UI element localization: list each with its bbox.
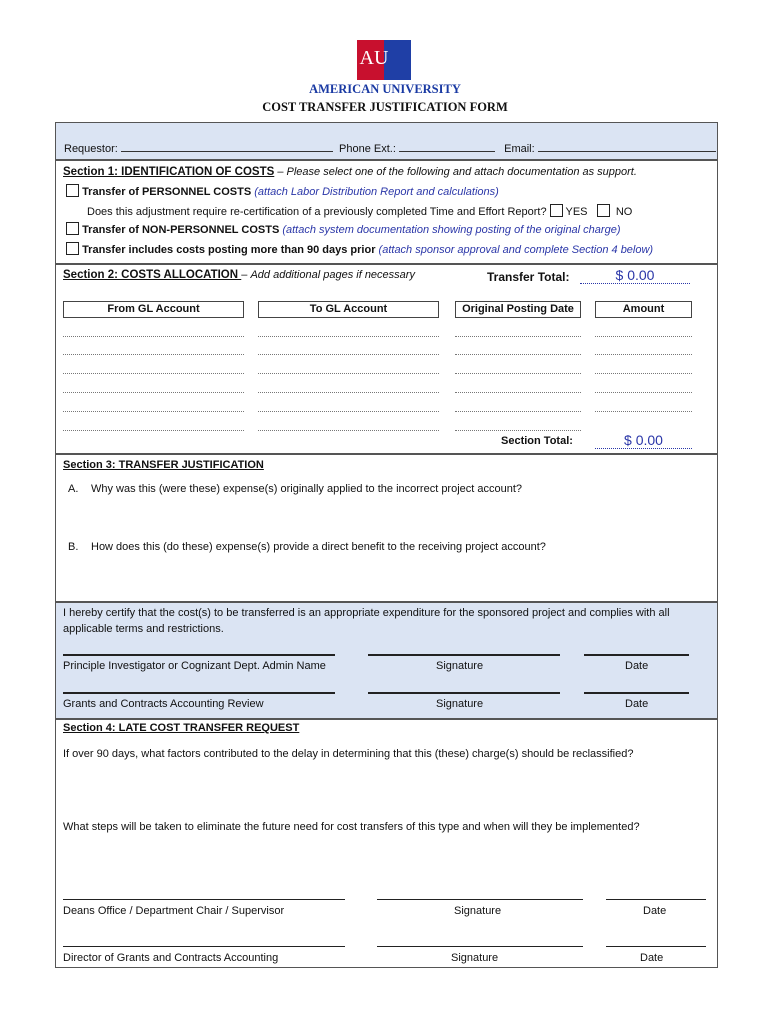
section1-dash: – [274, 166, 287, 178]
section2-title: Section 2: COSTS ALLOCATION [63, 269, 242, 281]
transfer-total-value[interactable]: $ 0.00 [580, 267, 690, 284]
option-nonpersonnel [66, 222, 620, 236]
col-to-gl: To GL Account [258, 301, 439, 318]
form-title: COST TRANSFER JUSTIFICATION FORM [262, 100, 508, 114]
gca-signature-label: Signature [436, 698, 484, 710]
amount-line-5[interactable] [595, 411, 692, 412]
email-label: Email: [504, 143, 535, 155]
pi-date-label: Date [625, 660, 649, 672]
ninety-days-note: (attach sponsor approval and complete Section 4 below) [378, 244, 654, 256]
nonpersonnel-checkbox[interactable] [66, 222, 79, 235]
gca-name-line[interactable] [63, 692, 335, 694]
to-gl-line-6[interactable] [258, 430, 439, 431]
section2-header [63, 269, 415, 281]
recert-question: Does this adjustment require re-certification of a previously completed Time and Effort Report? [87, 206, 547, 218]
amount-line-3[interactable] [595, 373, 692, 374]
logo-letter-a: AU [359, 47, 389, 69]
pi-name-label: Principle Investigator or Cognizant Dept. Admin Name [63, 660, 326, 672]
requestor-field[interactable] [121, 141, 333, 152]
late-question-1: If over 90 days, what factors contributed to the delay in determining that this (these) charge(s) should be reclassified? [63, 748, 634, 760]
director-name-line[interactable] [63, 946, 345, 947]
section2-dash: – [241, 269, 251, 281]
pi-name-line[interactable] [63, 654, 335, 656]
question-b: How does this (do these) expense(s) provide a direct benefit to the receiving project account? [91, 541, 546, 553]
from-gl-line-2[interactable] [63, 354, 244, 355]
section1-title: Section 1: IDENTIFICATION OF COSTS [63, 166, 275, 178]
to-gl-line-5[interactable] [258, 411, 439, 412]
nonpersonnel-note: (attach system documentation showing posting of the original charge) [282, 224, 621, 236]
deans-label: Deans Office / Department Chair / Supervisor [63, 905, 285, 917]
late-question-2: What steps will be taken to eliminate the future need for cost transfers of this type and when will they be implemented? [63, 821, 640, 833]
amount-line-4[interactable] [595, 392, 692, 393]
deans-date-label: Date [643, 905, 667, 917]
email-field[interactable] [538, 141, 716, 152]
phone-label: Phone Ext.: [339, 143, 396, 155]
question-b-letter: B. [68, 541, 79, 553]
no-label: NO [615, 206, 633, 218]
personnel-label: Transfer of PERSONNEL COSTS [82, 186, 252, 198]
date-line-2[interactable] [455, 354, 581, 355]
ninety-days-checkbox[interactable] [66, 242, 79, 255]
requestor-label: Requestor: [64, 143, 118, 155]
section1-instruction: Please select one of the following and attach documentation as support. [286, 166, 637, 178]
director-signature-label: Signature [451, 952, 499, 964]
date-line-5[interactable] [455, 411, 581, 412]
option-90days [66, 242, 653, 256]
director-label: Director of Grants and Contracts Accounting [63, 952, 279, 964]
yes-label: YES [565, 206, 588, 218]
section1-header [63, 166, 637, 178]
date-line-1[interactable] [455, 336, 581, 337]
col-amount: Amount [595, 301, 692, 318]
date-line-4[interactable] [455, 392, 581, 393]
from-gl-line-4[interactable] [63, 392, 244, 393]
late-answer-1-area[interactable] [63, 764, 711, 816]
transfer-total-label: Transfer Total: [487, 270, 570, 284]
yes-checkbox[interactable] [550, 204, 563, 217]
personnel-note: (attach Labor Distribution Report and calculations) [254, 186, 499, 198]
date-line-3[interactable] [455, 373, 581, 374]
gca-date-label: Date [625, 698, 649, 710]
from-gl-line-3[interactable] [63, 373, 244, 374]
pi-date-line[interactable] [584, 654, 689, 656]
requestor-row [64, 141, 716, 155]
deans-signature-line[interactable] [377, 899, 583, 900]
late-answer-2-area[interactable] [63, 837, 711, 895]
gca-review-label: Grants and Contracts Accounting Review [63, 698, 264, 710]
question-a-letter: A. [68, 483, 79, 495]
recert-row [87, 204, 632, 218]
col-from-gl: From GL Account [63, 301, 244, 318]
director-signature-line[interactable] [377, 946, 583, 947]
section-total-label: Section Total: [501, 435, 573, 447]
pi-signature-label: Signature [436, 660, 484, 672]
to-gl-line-2[interactable] [258, 354, 439, 355]
phone-field[interactable] [399, 141, 495, 152]
deans-date-line[interactable] [606, 899, 706, 900]
to-gl-line-3[interactable] [258, 373, 439, 374]
amount-line-1[interactable] [595, 336, 692, 337]
from-gl-line-1[interactable] [63, 336, 244, 337]
amount-line-2[interactable] [595, 354, 692, 355]
ninety-days-label: Transfer includes costs posting more than 90 days prior [82, 244, 376, 256]
director-date-label: Date [640, 952, 664, 964]
deans-name-line[interactable] [63, 899, 345, 900]
to-gl-line-4[interactable] [258, 392, 439, 393]
nonpersonnel-label: Transfer of NON-PERSONNEL COSTS [82, 224, 280, 236]
deans-signature-label: Signature [454, 905, 502, 917]
date-line-6[interactable] [455, 430, 581, 431]
option-personnel [66, 184, 499, 198]
col-posting-date: Original Posting Date [455, 301, 581, 318]
to-gl-line-1[interactable] [258, 336, 439, 337]
section2-box [55, 264, 718, 454]
personnel-checkbox[interactable] [66, 184, 79, 197]
pi-signature-line[interactable] [368, 654, 560, 656]
university-name: AMERICAN UNIVERSITY [309, 82, 461, 96]
gca-date-line[interactable] [584, 692, 689, 694]
certification-statement: I hereby certify that the cost(s) to be transferred is an appropriate expenditure for the sponsored project and complies with all applicable terms and restrictions. [63, 607, 670, 635]
section-total-value[interactable]: $ 0.00 [595, 432, 692, 449]
question-a: Why was this (were these) expense(s) originally applied to the incorrect project account? [91, 483, 523, 495]
university-logo [357, 40, 411, 80]
section3-title: Section 3: TRANSFER JUSTIFICATION [63, 459, 264, 471]
from-gl-line-6[interactable] [63, 430, 244, 431]
gca-signature-line[interactable] [368, 692, 560, 694]
section2-instruction: Add additional pages if necessary [250, 269, 415, 281]
answer-b-area[interactable] [91, 556, 711, 598]
section4-title: Section 4: LATE COST TRANSFER REQUEST [63, 722, 300, 734]
from-gl-line-5[interactable] [63, 411, 244, 412]
no-checkbox[interactable] [597, 204, 610, 217]
answer-a-area[interactable] [91, 498, 711, 536]
director-date-line[interactable] [606, 946, 706, 947]
